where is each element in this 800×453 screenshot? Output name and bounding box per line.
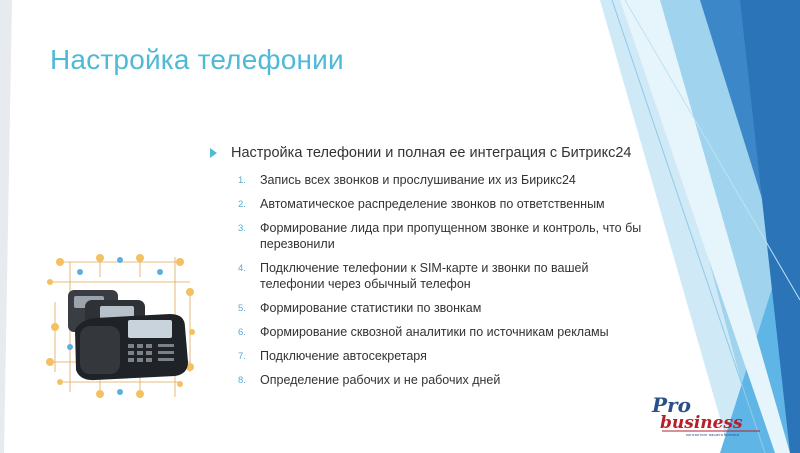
list-item: 1. Запись всех звонков и прослушивание их из Бирикс24: [238, 173, 576, 187]
list-item: 3. Формирование лида при пропущенном звонке и контроль, что бы перезвонили: [238, 221, 642, 251]
content-block: [210, 144, 650, 396]
svg-text:консалтинг вашего бизнеса: консалтинг вашего бизнеса: [686, 433, 740, 437]
list-item: 6. Формирование сквозной аналитики по источникам рекламы: [238, 325, 609, 339]
main-bullet: [210, 144, 650, 162]
slide-title: Настройка телефонии: [50, 44, 344, 75]
bullet-arrow-icon: [210, 148, 217, 158]
list-item: 5. Формирование статистики по звонкам: [238, 301, 482, 315]
list-item: 2. Автоматическое распределение звонков по ответственным: [238, 197, 605, 211]
feature-list: [210, 172, 650, 388]
svg-text:Pro: Pro: [652, 393, 691, 417]
company-logo: [646, 392, 766, 443]
list-item: 8. Определение рабочих и не рабочих дней: [238, 373, 501, 387]
main-bullet-text: Настройка телефонии и полная ее интеграция с Битрикс24: [231, 145, 632, 161]
list-item: 4. Подключение телефонии к SIM-карте и звонки по вашей телефонии через обычный телефон: [238, 261, 589, 291]
svg-text:business: business: [660, 413, 743, 433]
desk-phone-image: [40, 252, 205, 402]
list-item: 7. Подключение автосекретаря: [238, 349, 427, 363]
